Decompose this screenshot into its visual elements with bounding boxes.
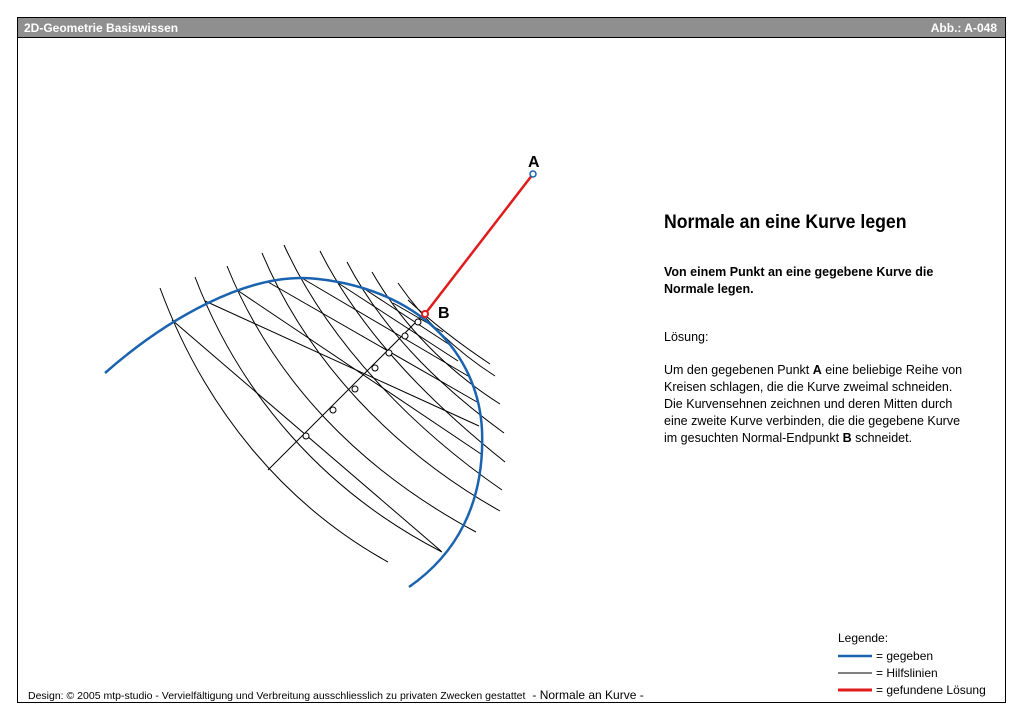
solution-point-a: A (812, 363, 822, 377)
legend-swatch-given (838, 653, 872, 659)
chord-midpoint (415, 319, 421, 325)
helper-arc (160, 288, 388, 562)
chord-midpoint (303, 433, 309, 439)
legend-item-helper (838, 664, 986, 681)
point-a-label: A (528, 154, 540, 171)
legend-swatch-solution (838, 687, 872, 693)
helper-arc (320, 251, 505, 462)
legend-swatch-helper (838, 670, 872, 676)
midpoint-curve (268, 313, 425, 470)
helper-arc (195, 277, 442, 552)
legend-item-given (838, 647, 986, 664)
legend-item-solution (838, 681, 986, 698)
chord-midpoint (372, 365, 378, 371)
chords (172, 277, 481, 551)
point-b-marker (422, 311, 428, 317)
helper-arcs (160, 245, 505, 562)
point-a-marker (530, 171, 536, 177)
chord-midpoint (386, 350, 392, 356)
chord-midpoint (330, 407, 336, 413)
solution-part: eine beliebige Reihe von Kreisen schlagen, die die Kurve zweimal schneiden. Die Kurvensehnen zeichnen und deren Mitten durch eine zweite Kurve verbinden, die die gegebene Kurve im gesuchten Normal-Endpunkt (664, 363, 963, 445)
page-heading: Normale an eine Kurve legen (664, 212, 907, 233)
footer (28, 688, 644, 702)
chord-midpoint (402, 333, 408, 339)
legend (838, 630, 986, 698)
helper-arc (262, 253, 500, 511)
chord-midpoints (303, 319, 421, 439)
helper-arc (372, 272, 500, 404)
sheet-title: 2D-Geometrie Basiswissen (24, 21, 179, 35)
point-b-label: B (438, 305, 450, 322)
chord-midpoint (352, 386, 358, 392)
legend-label-given: = gegeben (876, 648, 934, 663)
legend-title: Legende: (838, 631, 889, 645)
solution-text (664, 362, 964, 447)
copyright-notice: Design: © 2005 mtp-studio - Vervielfältigung und Verbreitung ausschliesslich zu privaten Zwecken gestattet (28, 690, 526, 702)
solution-part: schneidet. (851, 431, 913, 445)
figure-reference: - Normale an Kurve - (532, 688, 644, 702)
solution-label: Lösung: (664, 330, 709, 344)
solution-part: Um den gegebenen Punkt (664, 363, 813, 377)
legend-label-helper: = Hilfslinien (876, 665, 938, 680)
given-curve (105, 278, 482, 587)
helper-arc (284, 245, 502, 490)
legend-label-solution: = gefundene Lösung (876, 682, 986, 697)
normal-line (425, 174, 533, 314)
solution-point-b: B (842, 431, 852, 445)
figure-number: Abb.: A-048 (930, 21, 997, 35)
task-description: Von einem Punkt an eine gegebene Kurve die Normale legen. (664, 265, 934, 296)
